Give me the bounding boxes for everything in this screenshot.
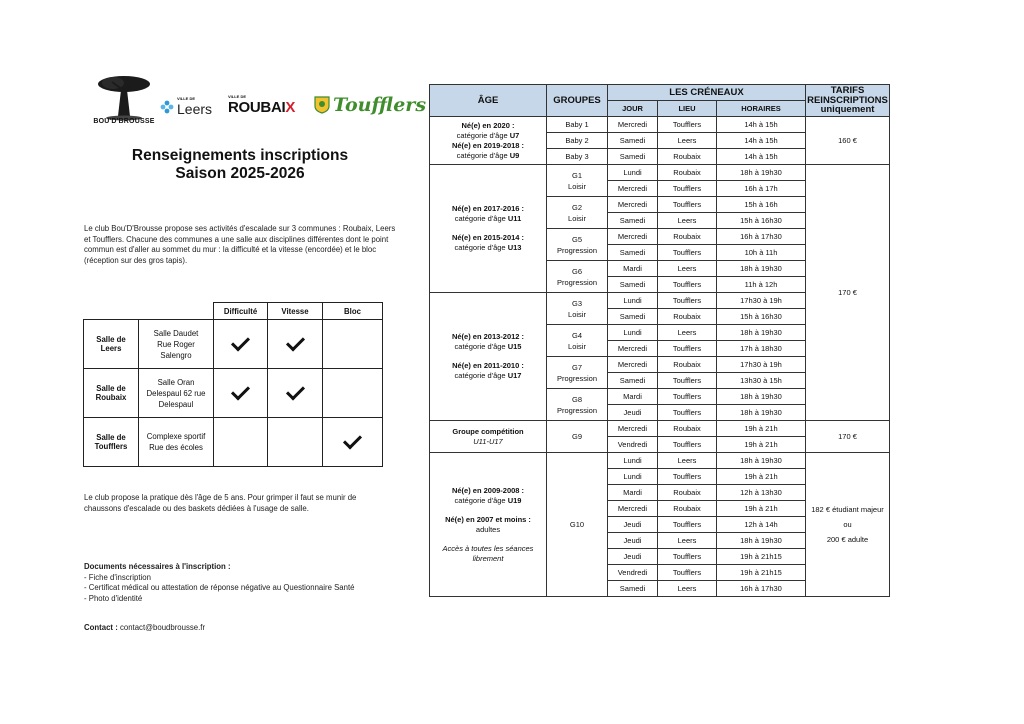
salle-name: Salle de [96,335,126,344]
age-text: librement [472,553,504,563]
age-text: Né(e) en 2007 et moins : [445,514,531,524]
lieu-cell: Toufflers [658,565,717,581]
lieu-cell: Leers [658,581,717,597]
horaire-cell: 15h à 16h30 [717,213,806,229]
header-age: ÂGE [430,85,547,117]
pratique-paragraph: Le club propose la pratique dès l'âge de 5 ans. Pour grimper il faut se munir de chaussons d'escalade ou des baskets dédiées à l'usage de salle. [84,493,357,513]
age-text: Né(e) en 2019-2018 : [451,140,525,150]
salle-address: Salengro [160,350,192,360]
horaire-cell: 17h30 à 19h [717,357,806,373]
list-item: - Certificat médical ou attestation de réponse négative au Questionnaire Santé [84,583,355,592]
jour-cell: Samedi [608,149,658,165]
intro-paragraph: Le club Bou'D'Brousse propose ses activités d'escalade sur 3 communes : Roubaix, Leers et Toufflers. Chacune des communes a une salle aux disciplines différentes dont le point commun est d'aller au sommet du mur : la difficulté et la vitesse (encordée) et le bloc (réception sur des gros tapis). [84,224,396,265]
salle-address: Complexe sportif [146,432,206,441]
groupe-id: G8 [571,394,582,404]
lieu-cell: Leers [658,325,717,341]
jour-cell: Samedi [608,213,658,229]
lieu-cell: Roubaix [658,165,717,181]
jour-cell: Mardi [608,389,658,405]
age-text: catégorie d'âge [454,495,508,505]
lieu-cell: Leers [658,261,717,277]
roubaix-logo [228,94,295,116]
tarif-cell: 170 € [806,165,890,421]
age-text: U13 [507,243,522,252]
leers-prefix: VILLE DE [177,96,196,101]
lieu-cell: Roubaix [658,149,717,165]
jour-cell: Mercredi [608,197,658,213]
jour-cell: Vendredi [608,437,658,453]
groupe-level: Loisir [568,341,586,351]
jour-cell: Jeudi [608,517,658,533]
lieu-cell: Leers [658,533,717,549]
lieu-cell: Toufflers [658,549,717,565]
jour-cell: Jeudi [608,405,658,421]
tarif-cell: 170 € [806,421,890,453]
header-creneaux: LES CRÉNEAUX [608,85,806,101]
jour-cell: Mercredi [608,181,658,197]
jour-cell: Lundi [608,293,658,309]
lieu-cell: Roubaix [658,421,717,437]
col-vitesse: Vitesse [268,303,323,320]
age-cell [430,293,547,421]
title-line-2: Saison 2025-2026 [175,165,305,182]
horaire-cell: 13h30 à 15h [717,373,806,389]
horaire-cell: 15h à 16h30 [717,309,806,325]
table-row [84,418,383,467]
jour-cell: Mercredi [608,501,658,517]
age-text: U11-U17 [473,436,503,446]
groupe-level: Progression [556,373,598,383]
contact-label: Contact : [84,623,118,632]
groupe-cell [547,229,608,261]
age-text: Accès à toutes les séances [442,543,534,553]
lieu-cell: Toufflers [658,181,717,197]
horaire-cell: 12h à 14h [717,517,806,533]
jour-cell: Mercredi [608,341,658,357]
leers-name: Leers [177,101,213,117]
groupe-cell [547,389,608,421]
salle-address: Delespaul 62 rue [146,388,206,398]
lieu-cell: Roubaix [658,501,717,517]
contact-email[interactable]: contact@boudbrousse.fr [119,623,206,632]
tarif-cell [806,453,890,597]
horaire-cell: 18h à 19h30 [717,533,806,549]
jour-cell: Samedi [608,309,658,325]
jour-cell: Samedi [608,245,658,261]
tarifs-title: TARIFS [830,85,865,97]
age-text: catégorie d'âge [454,342,508,351]
list-item: - Photo d'identité [84,593,143,603]
header-tarifs [806,85,890,117]
horaire-cell: 19h à 21h15 [717,549,806,565]
age-text: Né(e) en 2017-2016 : [451,204,525,213]
table-row [430,421,890,437]
header-groupes: GROUPES [547,85,608,117]
horaire-cell: 19h à 21h [717,469,806,485]
age-cell [430,453,547,597]
salle-address: Salle Oran [157,377,195,387]
roubaix-prefix: VILLE DE [228,94,247,99]
lieu-cell: Toufflers [658,117,717,133]
age-text: Né(e) en 2015-2014 : [451,233,525,242]
groupe-id: G2 [571,202,582,212]
jour-cell: Jeudi [608,549,658,565]
age-text: catégorie d'âge [454,243,508,252]
horaire-cell: 16h à 17h30 [717,581,806,597]
horaire-cell: 16h à 17h30 [717,229,806,245]
horaire-cell: 16h à 17h [717,181,806,197]
groupe-cell: G9 [547,421,608,453]
salle-address: Delespaul [158,399,194,409]
horaire-cell: 18h à 19h30 [717,325,806,341]
age-text: U9 [509,150,520,160]
age-text: catégorie d'âge [456,130,510,140]
table-row [84,369,383,418]
age-text: adultes [475,524,501,534]
jour-cell: Samedi [608,373,658,389]
groupe-cell: Baby 3 [547,149,608,165]
lieu-cell: Toufflers [658,469,717,485]
salle-address: Rue Roger [157,339,195,349]
tarif-text: 200 € adulte [826,535,869,544]
age-text: Né(e) en 2013-2012 : [451,332,525,341]
age-text: Né(e) en 2020 : [461,120,515,130]
horaire-cell: 10h à 11h [717,245,806,261]
groupe-id: G3 [571,298,582,308]
jour-cell: Mardi [608,485,658,501]
jour-cell: Lundi [608,469,658,485]
jour-cell: Vendredi [608,565,658,581]
lieu-cell: Roubaix [658,229,717,245]
roubaix-name: ROUBAI [228,99,286,116]
groupe-id: G5 [571,234,582,244]
age-text: U7 [509,130,520,140]
tarif-text: ou [843,520,852,529]
horaire-cell: 17h30 à 19h [717,293,806,309]
groupe-level: Loisir [568,213,586,223]
age-text: catégorie d'âge [456,150,510,160]
age-text: Né(e) en 2011-2010 : [452,361,524,370]
salles-table [83,302,383,467]
age-text: U15 [507,342,522,351]
lieu-cell: Toufflers [658,341,717,357]
col-bloc: Bloc [323,303,383,320]
lieu-cell: Leers [658,213,717,229]
salle-name: Salle de [96,433,126,442]
contact-line [84,623,205,634]
horaire-cell: 18h à 19h30 [717,453,806,469]
horaire-cell: 15h à 16h [717,197,806,213]
header-horaires: HORAIRES [717,101,806,117]
jour-cell: Mercredi [608,421,658,437]
jour-cell: Lundi [608,165,658,181]
groupe-cell [547,197,608,229]
jour-cell: Mercredi [608,229,658,245]
groupe-level: Loisir [568,181,586,191]
check-icon [285,332,304,351]
groupe-id: G1 [571,170,582,180]
check-icon [343,430,362,449]
groupe-cell: Baby 2 [547,133,608,149]
groupe-cell [547,261,608,293]
groupe-id: G7 [571,362,582,372]
roubaix-x: X [285,99,296,116]
groupe-cell: G10 [547,453,608,597]
horaire-cell: 18h à 19h30 [717,405,806,421]
groupe-cell: Baby 1 [547,117,608,133]
age-text: U11 [507,214,522,223]
list-item: - Fiche d'inscription [84,572,151,582]
lieu-cell: Leers [658,133,717,149]
header-lieu: LIEU [658,101,717,117]
jour-cell: Mercredi [608,117,658,133]
groupe-cell [547,165,608,197]
page-title [90,147,390,183]
age-cell [430,421,547,453]
age-cell [430,117,547,165]
jour-cell: Mercredi [608,357,658,373]
horaire-cell: 18h à 19h30 [717,389,806,405]
salle-name: Salle de [96,384,126,393]
lieu-cell: Toufflers [658,245,717,261]
groupe-cell [547,293,608,325]
col-difficulte: Difficulté [214,303,268,320]
header-jour: JOUR [608,101,658,117]
lieu-cell: Toufflers [658,277,717,293]
lieu-cell: Roubaix [658,357,717,373]
lieu-cell: Leers [658,453,717,469]
check-icon [231,381,250,400]
horaire-cell: 17h à 18h30 [717,341,806,357]
groupe-cell [547,325,608,357]
table-row [430,453,890,469]
groupe-level: Progression [556,245,598,255]
horaire-cell: 19h à 21h15 [717,565,806,581]
horaire-cell: 19h à 21h [717,437,806,453]
lieu-cell: Toufflers [658,373,717,389]
leers-logo [160,96,212,117]
documents-title: Documents nécessaires à l'inscription : [84,562,231,571]
jour-cell: Mardi [608,261,658,277]
tarif-cell: 160 € [806,117,890,165]
salle-name: Roubaix [95,393,127,402]
club-tree-logo [96,74,152,124]
age-text: Né(e) en 2009-2008 : [451,485,525,495]
table-row [430,117,890,133]
horaire-cell: 11h à 12h [717,277,806,293]
schedule-table [429,84,890,597]
age-cell [430,165,547,293]
lieu-cell: Toufflers [658,517,717,533]
horaire-cell: 19h à 21h [717,421,806,437]
horaire-cell: 18h à 19h30 [717,165,806,181]
tarifs-sub: uniquement [820,104,875,116]
lieu-cell: Toufflers [658,197,717,213]
table-row [84,320,383,369]
horaire-cell: 19h à 21h [717,501,806,517]
groupe-level: Progression [556,405,598,415]
groupe-level: Progression [556,277,598,287]
age-text: U17 [507,371,522,380]
salle-address: Rue des écoles [149,443,203,452]
lieu-cell: Toufflers [658,405,717,421]
check-icon [231,332,250,351]
groupe-id: G6 [571,266,582,276]
lieu-cell: Roubaix [658,309,717,325]
jour-cell: Lundi [608,453,658,469]
horaire-cell: 12h à 13h30 [717,485,806,501]
jour-cell: Samedi [608,277,658,293]
horaire-cell: 14h à 15h [717,117,806,133]
toufflers-crest-icon [314,96,330,114]
toufflers-logo [314,94,426,116]
jour-cell: Samedi [608,133,658,149]
lieu-cell: Toufflers [658,389,717,405]
check-icon [285,381,304,400]
horaire-cell: 18h à 19h30 [717,261,806,277]
horaire-cell: 14h à 15h [717,149,806,165]
groupe-level: Loisir [568,309,586,319]
title-line-1: Renseignements inscriptions [131,147,349,164]
horaire-cell: 14h à 15h [717,133,806,149]
salle-name: Toufflers [94,442,128,451]
club-logo-name: BOU'D'BROUSSE [93,118,155,125]
toufflers-name: Toufflers [333,94,427,116]
age-text: U19 [507,495,522,505]
age-text: Groupe compétition [452,426,524,436]
leers-flower-icon [160,100,174,114]
age-text: catégorie d'âge [454,214,508,223]
table-row [430,165,890,181]
lieu-cell: Toufflers [658,293,717,309]
lieu-cell: Toufflers [658,437,717,453]
lieu-cell: Roubaix [658,485,717,501]
groupe-cell [547,357,608,389]
salle-address: Salle Daudet [153,328,199,338]
groupe-id: G4 [571,330,582,340]
age-text: catégorie d'âge [454,371,508,380]
tarif-text: 182 € étudiant majeur [811,505,884,514]
jour-cell: Lundi [608,325,658,341]
jour-cell: Jeudi [608,533,658,549]
tarifs-sub: REINSCRIPTIONS [807,94,888,106]
jour-cell: Samedi [608,581,658,597]
documents-section [84,562,384,604]
salle-name: Leers [100,344,122,353]
